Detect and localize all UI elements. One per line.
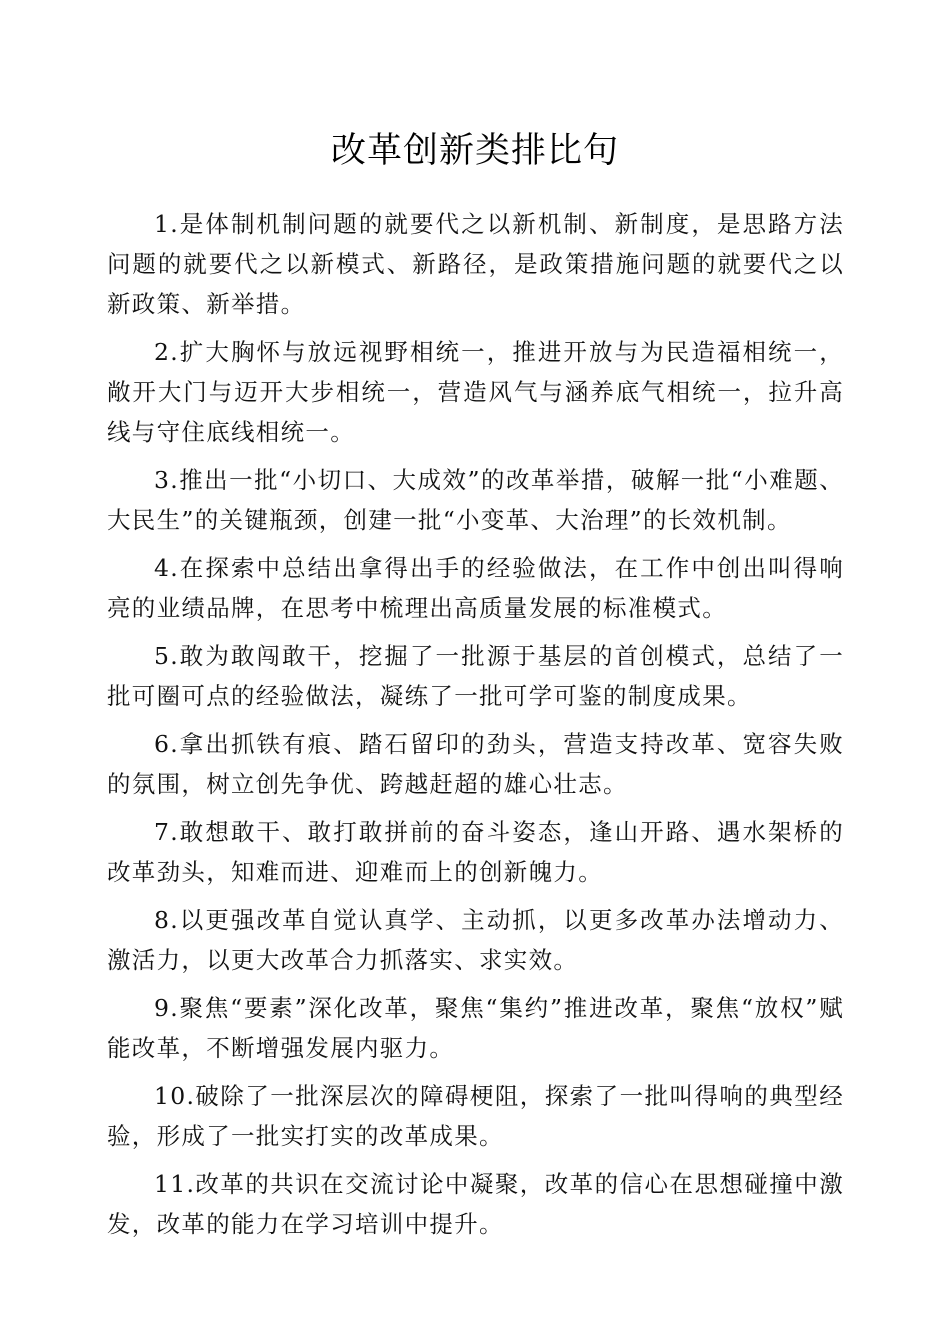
paragraph-10: 10.破除了一批深层次的障碍梗阻，探索了一批叫得响的典型经验，形成了一批实打实的改革成果。 bbox=[107, 1082, 844, 1150]
document-body bbox=[107, 204, 844, 1252]
paragraph-8: 8.以更强改革自觉认真学、主动抓，以更多改革办法增动力、激活力，以更大改革合力抓落实、求实效。 bbox=[107, 906, 844, 974]
paragraph-9: 9.聚焦“要素”深化改革，聚焦“集约”推进改革，聚焦“放权”赋能改革，不断增强发展内驱力。 bbox=[107, 994, 844, 1062]
document-title: 改革创新类排比句 bbox=[330, 131, 619, 171]
paragraph-3: 3.推出一批“小切口、大成效”的改革举措，破解一批“小难题、大民生”的关键瓶颈，创建一批“小变革、大治理”的长效机制。 bbox=[107, 466, 844, 534]
paragraph-5: 5.敢为敢闯敢干，挖掘了一批源于基层的首创模式，总结了一批可圈可点的经验做法，凝练了一批可学可鉴的制度成果。 bbox=[107, 642, 844, 710]
paragraph-1: 1.是体制机制问题的就要代之以新机制、新制度，是思路方法问题的就要代之以新模式、新路径，是政策措施问题的就要代之以新政策、新举措。 bbox=[107, 210, 844, 318]
paragraph-6: 6.拿出抓铁有痕、踏石留印的劲头，营造支持改革、宽容失败的氛围，树立创先争优、跨越赶超的雄心壮志。 bbox=[107, 730, 844, 798]
paragraph-2: 2.扩大胸怀与放远视野相统一，推进开放与为民造福相统一，敞开大门与迈开大步相统一，营造风气与涵养底气相统一，拉升高线与守住底线相统一。 bbox=[107, 338, 844, 446]
paragraph-11: 11.改革的共识在交流讨论中凝聚，改革的信心在思想碰撞中激发，改革的能力在学习培训中提升。 bbox=[107, 1170, 844, 1238]
paragraph-4: 4.在探索中总结出拿得出手的经验做法，在工作中创出叫得响亮的业绩品牌，在思考中梳理出高质量发展的标准模式。 bbox=[107, 554, 844, 622]
paragraph-7: 7.敢想敢干、敢打敢拼前的奋斗姿态，逢山开路、遇水架桥的改革劲头，知难而进、迎难而上的创新魄力。 bbox=[107, 818, 844, 886]
